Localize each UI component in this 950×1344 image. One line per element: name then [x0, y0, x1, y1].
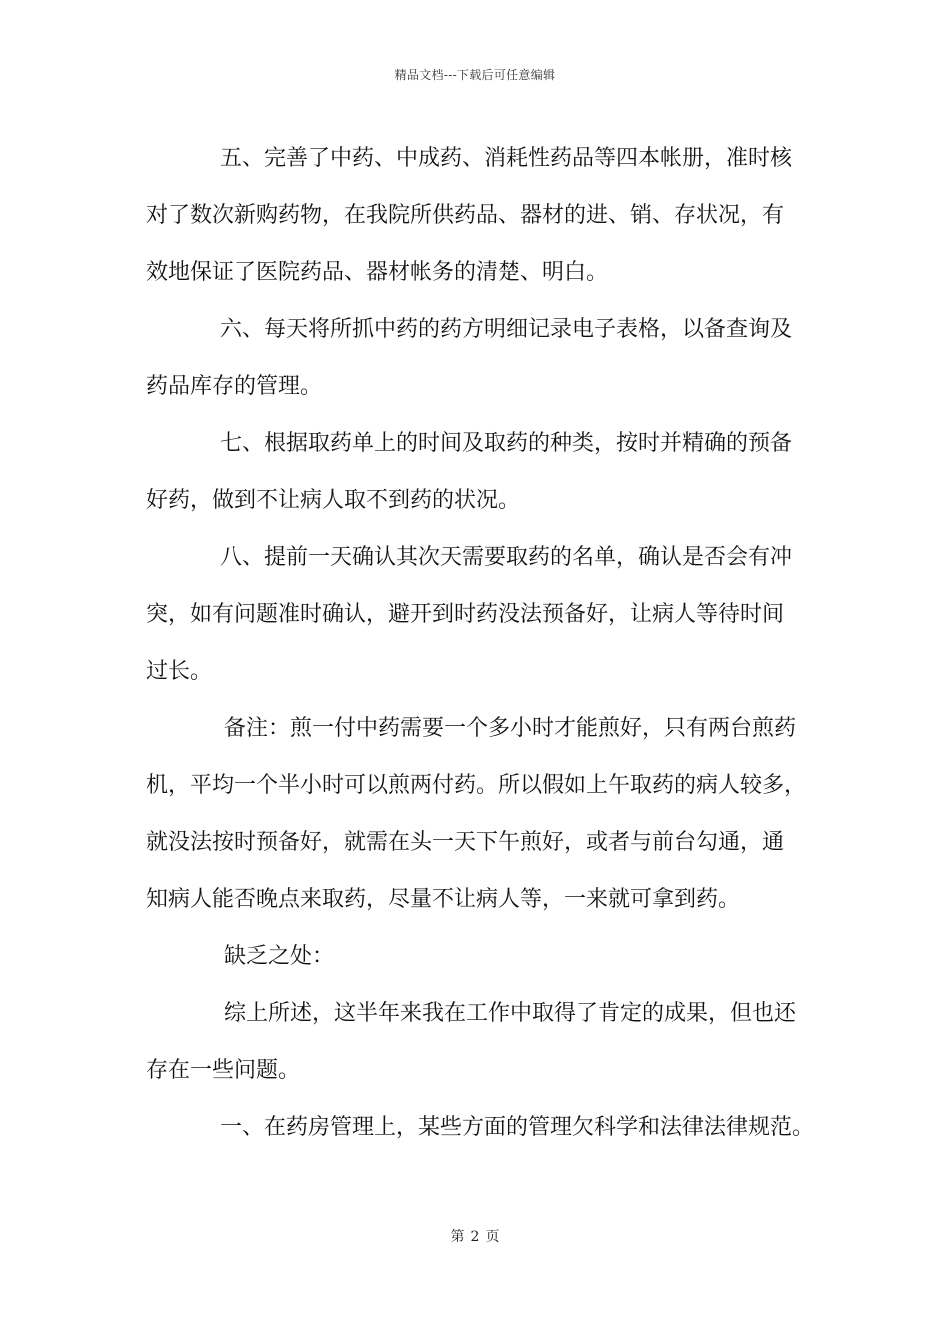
paragraph-line: 药品库存的管理。 — [146, 374, 323, 399]
paragraph-line: 一、在药房管理上，某些方面的管理欠科学和法律法律规范。 — [220, 1115, 815, 1140]
page-header: 精品文档---下载后可任意编辑 — [394, 68, 556, 82]
paragraph-line: 效地保证了医院药品、器材帐务的清楚、明白。 — [146, 260, 609, 285]
paragraph-5 — [146, 130, 818, 301]
paragraph-line: 过长。 — [146, 659, 213, 684]
paragraph-line: 七、根据取药单上的时间及取药的种类，按时并精确的预备 — [220, 431, 793, 456]
page-footer — [0, 1226, 950, 1246]
paragraph-line: 知病人能否晚点来取药，尽量不让病人等，一来就可拿到药。 — [146, 887, 741, 912]
paragraph-line: 机，平均一个半小时可以煎两付药。所以假如上午取药的病人较多， — [146, 773, 807, 798]
paragraph-line: 突，如有问题准时确认，避开到时药没法预备好，让病人等待时间 — [146, 602, 785, 627]
paragraph-line: 六、每天将所抓中药的药方明细记录电子表格，以备查询及 — [220, 317, 793, 342]
page-number: 2 — [470, 1229, 480, 1245]
paragraph-summary — [146, 985, 818, 1099]
page-number-prefix: 第 — [450, 1229, 465, 1245]
paragraph-7 — [146, 415, 818, 529]
paragraph-line: 综上所述，这半年来我在工作中取得了肯定的成果，但也还 — [224, 1001, 797, 1026]
paragraph-line: 五、完善了中药、中成药、消耗性药品等四本帐册，准时核 — [220, 146, 793, 171]
paragraph-note — [146, 700, 818, 928]
paragraph-line: 八、提前一天确认其次天需要取药的名单，确认是否会有冲 — [220, 545, 793, 570]
paragraph-line: 好药，做到不让病人取不到药的状况。 — [146, 488, 521, 513]
paragraph-line: 备注：煎一付中药需要一个多小时才能煎好，只有两台煎药 — [224, 716, 797, 741]
paragraph-8 — [146, 529, 818, 700]
document-body — [146, 130, 818, 1156]
paragraph-issue-1 — [146, 1099, 818, 1156]
paragraph-line: 对了数次新购药物，在我院所供药品、器材的进、销、存状况，有 — [146, 203, 785, 228]
paragraph-line: 就没法按时预备好，就需在头一天下午煎好，或者与前台勾通，通 — [146, 830, 785, 855]
paragraph-line: 存在一些问题。 — [146, 1058, 301, 1083]
page-number-suffix: 页 — [485, 1229, 500, 1245]
paragraph-shortcomings-heading — [146, 928, 818, 985]
paragraph-line: 缺乏之处： — [224, 944, 335, 969]
paragraph-6 — [146, 301, 818, 415]
